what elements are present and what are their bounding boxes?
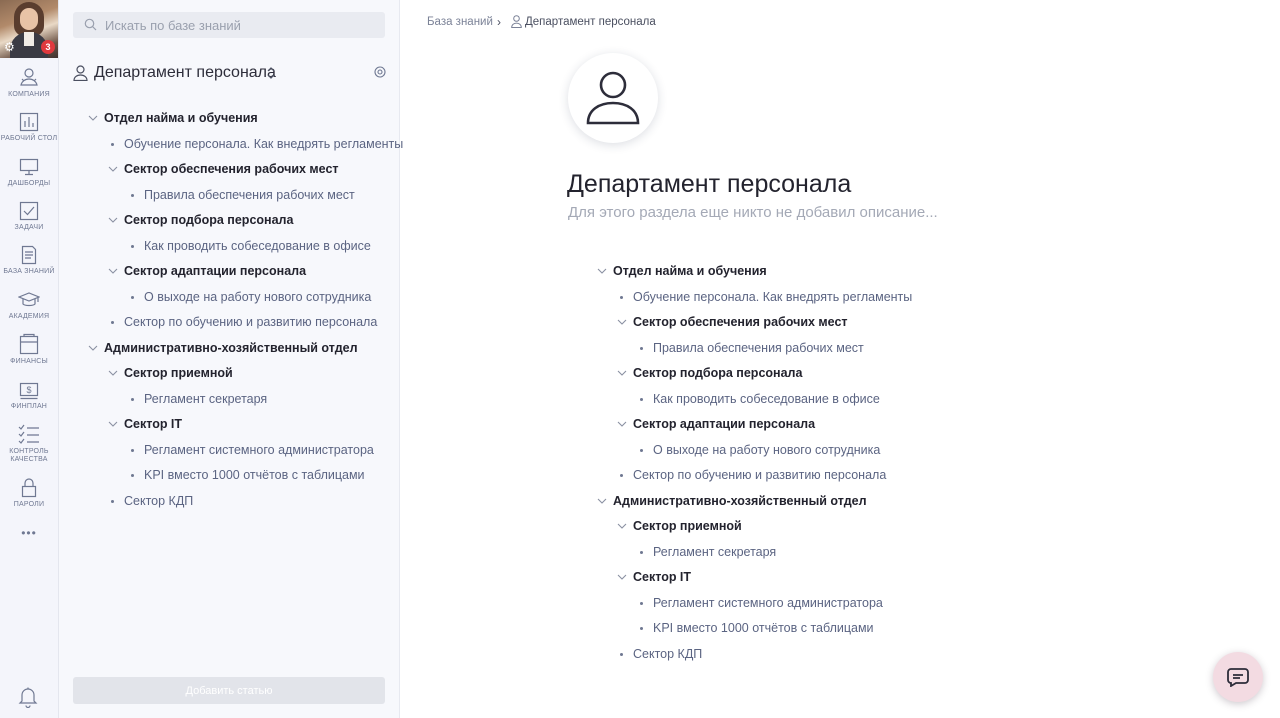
bell-icon[interactable] — [18, 686, 38, 708]
user-avatar[interactable] — [0, 0, 58, 58]
bullet-icon — [111, 500, 114, 503]
search-input[interactable] — [105, 12, 380, 38]
tree-item-label: Сектор приемной — [124, 366, 233, 380]
chat-button[interactable] — [1213, 652, 1263, 702]
tree-item-label: О выходе на работу нового сотрудника — [144, 289, 372, 304]
tree-item-label: О выходе на работу нового сотрудника — [653, 442, 881, 457]
bullet-icon — [131, 194, 134, 197]
page-title: Департамент персонала — [567, 170, 852, 198]
bullet-icon — [131, 449, 134, 452]
rail-label: ПАРОЛИ — [13, 501, 45, 508]
search-icon — [84, 18, 97, 31]
breadcrumb-separator: › — [497, 15, 501, 29]
finplan-icon — [19, 380, 39, 400]
chevron-down-icon[interactable] — [617, 317, 627, 327]
knowledge-base-icon — [19, 245, 39, 265]
department-avatar[interactable] — [568, 53, 658, 143]
tree-item-label: Регламент секретаря — [653, 544, 777, 559]
tree-item-label: Регламент секретаря — [144, 391, 268, 406]
chevron-down-icon[interactable] — [597, 496, 607, 506]
bullet-icon — [131, 474, 134, 477]
tree-item-label: Сектор по обучению и развитию персонала — [633, 468, 887, 482]
rail-label: ДАШБОРДЫ — [7, 180, 51, 187]
tree-item-label: Сектор IT — [124, 417, 183, 431]
bullet-icon — [111, 143, 114, 146]
tree-item-label: Регламент системного администратора — [144, 442, 374, 457]
chevron-down-icon[interactable] — [108, 164, 118, 174]
person-icon — [585, 69, 641, 125]
bullet-icon — [620, 474, 623, 477]
bullet-icon — [640, 347, 643, 350]
notification-badge[interactable]: 3 — [41, 40, 55, 54]
bullet-icon — [620, 296, 623, 299]
add-article-button[interactable]: Добавить статью — [73, 677, 385, 704]
rail-item-academy[interactable] — [0, 290, 58, 321]
dashboard-icon — [19, 157, 39, 177]
tree-item-label: Сектор адаптации персонала — [633, 417, 816, 431]
academy-icon — [18, 290, 40, 310]
rail-label: ФИНПЛАН — [10, 403, 48, 410]
chat-icon — [1227, 667, 1249, 687]
chevron-down-icon[interactable] — [88, 343, 98, 353]
rail-label: ФИНАНСЫ — [10, 358, 48, 365]
desktop-icon — [19, 112, 39, 132]
switch-section-icon[interactable] — [267, 66, 275, 80]
bullet-icon — [640, 398, 643, 401]
tree-item-label: Отдел найма и обучения — [104, 111, 258, 125]
person-icon — [511, 15, 522, 28]
rail-item-finplan[interactable] — [0, 380, 58, 411]
chevron-down-icon[interactable] — [88, 113, 98, 123]
knowledge-sidebar — [59, 0, 404, 718]
tree-item-label: Сектор по обучению и развитию персонала — [124, 315, 378, 329]
rail-item-tasks[interactable] — [0, 201, 58, 232]
rail-label: ЗАДАЧИ — [14, 224, 44, 231]
tree-item-label: Сектор адаптации персонала — [124, 264, 307, 278]
search-box[interactable] — [73, 12, 385, 38]
rail-item-dashboards[interactable] — [0, 157, 58, 188]
tree-item-label: Регламент системного администратора — [653, 595, 883, 610]
page-description[interactable]: Для этого раздела еще никто не добавил описание... — [568, 204, 938, 221]
section-settings-icon[interactable] — [374, 66, 386, 78]
rail-label: КОМПАНИЯ — [8, 91, 50, 98]
bullet-icon — [111, 321, 114, 324]
rail-item-company[interactable] — [0, 66, 58, 99]
rail-label: КОНТРОЛЬ КАЧЕСТВА — [9, 448, 49, 463]
tree-item-label: Административно-хозяйственный отдел — [613, 493, 867, 508]
tree-item-label: Обучение персонала. Как внедрять регламенты — [633, 289, 913, 304]
quality-control-icon — [18, 423, 40, 445]
bullet-icon — [640, 551, 643, 554]
tree-item-label: Правила обеспечения рабочих мест — [653, 340, 864, 355]
rail-item-desktop[interactable] — [0, 112, 58, 143]
tree-item-label: Административно-хозяйственный отдел — [104, 340, 358, 355]
tree-item-label: Как проводить собеседование в офисе — [653, 391, 880, 406]
chevron-down-icon[interactable] — [108, 368, 118, 378]
section-title[interactable]: Департамент персонала — [94, 64, 276, 81]
lock-icon — [20, 478, 38, 498]
svg-text:$: $ — [26, 385, 32, 395]
person-icon — [73, 65, 88, 81]
app-rail — [0, 0, 59, 718]
tree-item-label: Правила обеспечения рабочих мест — [144, 187, 355, 202]
more-icon[interactable]: ••• — [21, 526, 37, 540]
tree-item-label: KPI вместо 1000 отчётов с таблицами — [653, 621, 874, 635]
finance-icon — [19, 333, 39, 355]
tree-item-label: Сектор обеспечения рабочих мест — [633, 315, 848, 329]
tasks-icon — [19, 201, 39, 221]
tree-item-label: Отдел найма и обучения — [613, 264, 767, 278]
breadcrumb-root-link[interactable]: База знаний — [427, 16, 493, 28]
section-header — [73, 63, 389, 85]
rail-label: БАЗА ЗНАНИЙ — [3, 268, 55, 275]
tree-item-label: Сектор IT — [633, 570, 692, 584]
chevron-down-icon[interactable] — [617, 368, 627, 378]
rail-item-finance[interactable] — [0, 333, 58, 366]
bullet-icon — [640, 627, 643, 630]
rail-label: РАБОЧИЙ СТОЛ — [0, 135, 58, 142]
tree-item-label: Сектор КДП — [633, 646, 703, 661]
breadcrumb-current: Департамент персонала — [525, 16, 656, 28]
rail-label: АКАДЕМИЯ — [8, 313, 50, 320]
chevron-down-icon[interactable] — [108, 419, 118, 429]
company-icon — [18, 66, 40, 88]
chevron-down-icon[interactable] — [617, 572, 627, 582]
tree-item-label: KPI вместо 1000 отчётов с таблицами — [144, 468, 365, 482]
settings-gear-icon[interactable]: ⚙ — [4, 40, 15, 54]
chevron-down-icon[interactable] — [597, 266, 607, 276]
tree-item-label: Сектор КДП — [124, 493, 194, 508]
rail-item-knowledge-base[interactable] — [0, 245, 58, 276]
bullet-icon — [620, 653, 623, 656]
bullet-icon — [640, 602, 643, 605]
chevron-down-icon[interactable] — [617, 521, 627, 531]
tree-item-label: Сектор подбора персонала — [633, 366, 803, 380]
tree-item-label: Как проводить собеседование в офисе — [144, 238, 371, 253]
bullet-icon — [131, 245, 134, 248]
bullet-icon — [640, 449, 643, 452]
chevron-down-icon[interactable] — [108, 215, 118, 225]
rail-item-quality-control[interactable] — [0, 423, 58, 464]
chevron-down-icon[interactable] — [617, 419, 627, 429]
bullet-icon — [131, 296, 134, 299]
chevron-down-icon[interactable] — [108, 266, 118, 276]
tree-item-label: Сектор приемной — [633, 519, 742, 533]
tree-item-label: Сектор подбора персонала — [124, 213, 294, 227]
tree-item-label: Обучение персонала. Как внедрять регламенты — [124, 136, 404, 151]
bullet-icon — [131, 398, 134, 401]
rail-item-passwords[interactable] — [0, 478, 58, 509]
tree-item-label: Сектор обеспечения рабочих мест — [124, 162, 339, 176]
